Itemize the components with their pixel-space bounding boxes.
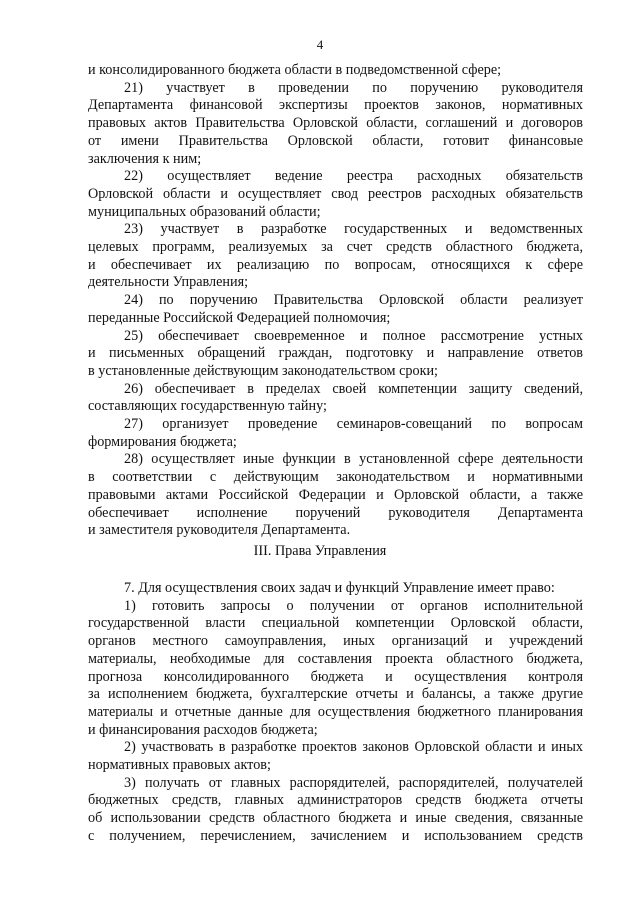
- page-number: 4: [316, 37, 324, 52]
- text-line: и письменных обращений граждан, подготовку и направление ответов: [88, 345, 583, 362]
- text-line: нормативных правовых актов;: [88, 757, 271, 774]
- text-line: от имени Правительства Орловской области, готовит финансовые: [88, 132, 583, 149]
- text-line: деятельности Управления;: [88, 274, 249, 291]
- text-line: 23) участвует в разработке государственных и ведомственных: [124, 221, 583, 238]
- paragraph: [88, 739, 583, 774]
- text-line: 24) по поручению Правительства Орловской области реализует: [124, 292, 583, 309]
- paragraph: [88, 598, 583, 740]
- text-line: 7. Для осуществления своих задач и функций Управление имеет право:: [124, 580, 555, 596]
- text-line: 22) осуществляет ведение реестра расходных обязательств: [124, 168, 583, 185]
- paragraph: [88, 168, 583, 221]
- paragraph: [88, 381, 583, 416]
- text-line: за исполнением бюджета, бухгалтерские отчеты и балансы, а также другие: [88, 686, 583, 703]
- text-line: обеспечивает исполнение поручений руководителя Департамента: [88, 504, 583, 521]
- text-line: правовых актов Правительства Орловской области, соглашений и договоров: [88, 115, 583, 132]
- paragraph: [88, 62, 583, 80]
- text-line: Орловской области и осуществляет свод реестров расходных обязательств: [88, 185, 583, 202]
- paragraph: [88, 328, 583, 381]
- rights-list: [88, 580, 583, 846]
- text-line: 3) получать от главных распорядителей, распорядителей, получателей: [124, 774, 583, 791]
- text-line: целевых программ, реализуемых за счет средств областного бюджета,: [88, 239, 583, 256]
- text-line: заключения к ним;: [88, 150, 202, 167]
- text-line: материалы, необходимые для составления проекта областного бюджета,: [88, 650, 583, 667]
- functions-list: [88, 62, 583, 540]
- text-line: переданные Российской Федерацией полномочия;: [88, 309, 391, 326]
- text-line: органов местного самоуправления, иных организаций и учреждений: [88, 633, 583, 650]
- text-line: материалы и отчетные данные для осуществления бюджетного планирования: [88, 703, 583, 720]
- text-line: в соответствии с действующим законодательством и нормативными: [88, 469, 583, 486]
- text-line: в установленные действующим законодательством сроки;: [88, 362, 438, 379]
- text-line: 1) готовить запросы о получении от органов исполнительной: [124, 597, 583, 614]
- paragraph: [88, 292, 583, 327]
- text-line: и заместителя руководителя Департамента.: [88, 522, 351, 539]
- text-line: 21) участвует в проведении по поручению руководителя: [124, 79, 583, 96]
- text-line: и обеспечивает их реализацию по вопросам, относящихся к сфере: [88, 256, 583, 273]
- text-line: с получением, перечислением, зачислением и использованием средств: [88, 827, 583, 844]
- text-line: муниципальных образований области;: [88, 203, 321, 220]
- paragraph: [88, 80, 583, 169]
- paragraph: [88, 451, 583, 540]
- text-line: 2) участвовать в разработке проектов законов Орловской области и иных: [124, 739, 583, 756]
- text-line: 26) обеспечивает в пределах своей компетенции защиту сведений,: [124, 380, 583, 397]
- paragraph: [88, 775, 583, 846]
- text-line: 25) обеспечивает своевременное и полное рассмотрение устных: [124, 327, 583, 344]
- text-line: государственной власти специальной компетенции Орловской области,: [88, 615, 583, 632]
- text-line: составляющих государственную тайну;: [88, 398, 327, 415]
- paragraph: [88, 580, 583, 598]
- text-line: об использовании средств областного бюджета и иные сведения, связанные: [88, 810, 583, 827]
- text-line: 27) организует проведение семинаров-совещаний по вопросам: [124, 416, 583, 433]
- paragraph: [88, 416, 583, 451]
- text-line: и финансирования расходов бюджета;: [88, 721, 318, 738]
- section-title: III. Права Управления: [253, 543, 387, 559]
- text-line: Департамента финансовой экспертизы проектов законов, нормативных: [88, 97, 583, 114]
- text-line: правовыми актами Российской Федерации и Орловской области, а также: [88, 486, 583, 503]
- text-line: и консолидированного бюджета области в подведомственной сфере;: [88, 62, 502, 78]
- text-line: 28) осуществляет иные функции в установленной сфере деятельности: [124, 451, 583, 468]
- text-line: прогноза консолидированного бюджета и осуществления контроля: [88, 668, 583, 685]
- text-line: формирования бюджета;: [88, 433, 237, 450]
- paragraph: [88, 221, 583, 292]
- text-line: бюджетных средств, главных администраторов средств бюджета отчеты: [88, 792, 583, 809]
